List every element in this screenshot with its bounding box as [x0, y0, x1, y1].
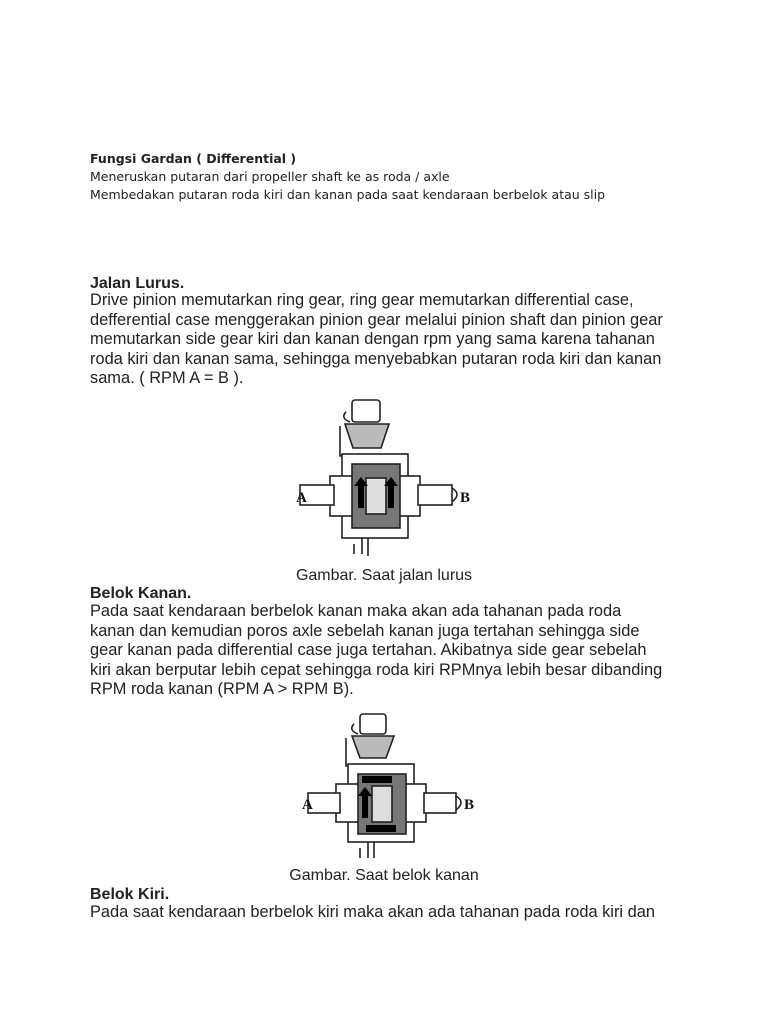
intro-line: Meneruskan putaran dari propeller shaft ke as roda / axle: [90, 169, 450, 184]
differential-diagram-straight: [290, 396, 480, 558]
shaft-label-a: A: [302, 797, 313, 813]
section-heading-belok-kanan: Belok Kanan.: [90, 585, 192, 602]
section-heading-belok-kiri: Belok Kiri.: [90, 886, 170, 903]
paragraph-line: sama. ( RPM A = B ).: [90, 369, 244, 387]
shaft-label-b: B: [460, 490, 471, 506]
paragraph-line: memutarkan side gear kiri dan kanan dengan rpm yang sama karena tahanan: [90, 330, 655, 348]
intro-line: Membedakan putaran roda kiri dan kanan pada saat kendaraan berbelok atau slip: [90, 187, 606, 202]
section-heading-jalan-lurus: Jalan Lurus.: [90, 275, 185, 292]
intro-block: [90, 150, 605, 204]
shaft-label-a: A: [296, 490, 307, 506]
paragraph-line: roda kiri dan kanan sama, sehingga menyebabkan putaran roda kiri dan kanan: [90, 349, 662, 368]
intro-title: Fungsi Gardan ( Differential ): [90, 151, 297, 166]
paragraph-line: defferential case menggerakan pinion gear melalui pinion shaft dan pinion gear: [90, 310, 663, 329]
section-paragraph: [90, 291, 710, 389]
section-paragraph: [90, 903, 710, 923]
differential-diagram-right-turn: [296, 712, 486, 860]
figure-caption: Gambar. Saat jalan lurus: [295, 567, 473, 584]
paragraph-line: gear kanan pada differential case juga tertahan. Akibatnya side gear sebelah: [90, 641, 647, 659]
shaft-label-b: B: [464, 797, 475, 813]
paragraph-line: kiri akan berputar lebih cepat sehingga roda kiri RPMnya lebih besar dibanding: [90, 660, 663, 679]
paragraph-line: Pada saat kendaraan berbelok kanan maka akan ada tahanan pada roda: [90, 602, 622, 620]
figure-caption: Gambar. Saat belok kanan: [289, 867, 479, 884]
paragraph-line: kanan dan kemudian poros axle sebelah kanan juga tertahan sehingga side: [90, 621, 640, 640]
paragraph-line: Drive pinion memutarkan ring gear, ring gear memutarkan differential case,: [90, 291, 634, 309]
paragraph-line: RPM roda kanan (RPM A > RPM B).: [90, 680, 354, 698]
paragraph-line: Pada saat kendaraan berbelok kiri maka akan ada tahanan pada roda kiri dan: [90, 903, 655, 921]
section-paragraph: [90, 602, 710, 700]
